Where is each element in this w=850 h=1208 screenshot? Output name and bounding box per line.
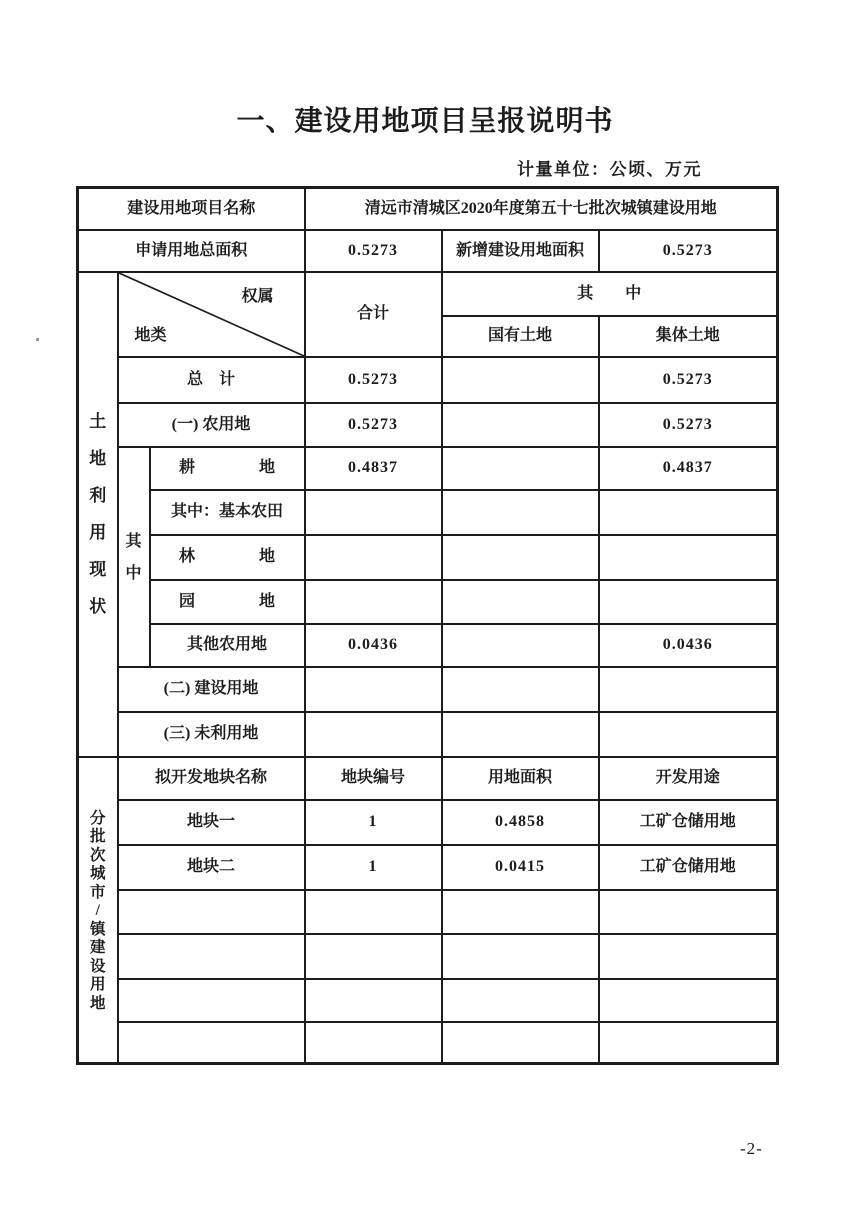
parcel-use: 工矿仓储用地 — [599, 845, 778, 890]
land-report-table — [76, 186, 779, 1065]
parcel-name — [118, 979, 305, 1022]
table-row — [78, 230, 778, 272]
row-total: 0.5273 — [305, 403, 442, 447]
parcel-use: 工矿仓储用地 — [599, 800, 778, 845]
parcel-area — [442, 890, 599, 934]
parcel-number: 1 — [305, 800, 442, 845]
row-collective: 0.4837 — [599, 447, 778, 490]
row-label: 其中：基本农田 — [150, 490, 305, 535]
row-total: 0.4837 — [305, 447, 442, 490]
col-header-total: 合计 — [305, 272, 442, 357]
row-collective — [599, 535, 778, 580]
col-header-collective-land: 集体土地 — [599, 316, 778, 357]
parcel-number — [305, 934, 442, 979]
parcel-area — [442, 979, 599, 1022]
row-state — [442, 624, 599, 667]
parcel-name: 地块二 — [118, 845, 305, 890]
table-row — [78, 580, 778, 624]
col-header-state-land: 国有土地 — [442, 316, 599, 357]
row-label: 耕 地 — [150, 447, 305, 490]
row-state — [442, 403, 599, 447]
row-collective — [599, 490, 778, 535]
diagonal-label-ownership: 权属 — [241, 287, 274, 305]
table-row — [78, 447, 778, 490]
parcel-use — [599, 979, 778, 1022]
row-state — [442, 357, 599, 403]
parcel-name — [118, 890, 305, 934]
row-label: 总 计 — [118, 357, 305, 403]
table-row — [78, 934, 778, 979]
table-row — [78, 624, 778, 667]
row-total: 0.5273 — [305, 357, 442, 403]
row-total — [305, 712, 442, 757]
col-header-breakdown: 其 中 — [442, 272, 778, 316]
section2-vertical-text: 分 批 次 城 市 / 镇 建 设 用 地 — [89, 809, 106, 1012]
table-row — [78, 712, 778, 757]
row-total — [305, 667, 442, 712]
parcel-name: 地块一 — [118, 800, 305, 845]
row-state — [442, 490, 599, 535]
section1-vertical-text: 土 地 利 用 现 状 — [89, 412, 107, 616]
parcel-number: 1 — [305, 845, 442, 890]
scan-artifact-dot — [36, 338, 39, 341]
table-row — [78, 757, 778, 800]
parcel-number — [305, 1022, 442, 1064]
row-total — [305, 535, 442, 580]
parcel-area — [442, 934, 599, 979]
col-header-parcel-area: 用地面积 — [442, 757, 599, 800]
parcel-use — [599, 1022, 778, 1064]
row-total: 0.0436 — [305, 624, 442, 667]
row-label: (二) 建设用地 — [118, 667, 305, 712]
new-area-label: 新增建设用地面积 — [442, 230, 599, 272]
row-collective — [599, 580, 778, 624]
new-area-value: 0.5273 — [599, 230, 778, 272]
unit-note: 计量单位：公顷、万元 — [517, 160, 702, 179]
col-header-parcel-use: 开发用途 — [599, 757, 778, 800]
row-total — [305, 580, 442, 624]
col-header-parcel-number: 地块编号 — [305, 757, 442, 800]
section2-vertical-label — [78, 757, 118, 1064]
page-title: 一、建设用地项目呈报说明书 — [236, 106, 614, 137]
table-row — [78, 845, 778, 890]
total-area-value: 0.5273 — [305, 230, 442, 272]
table-row — [78, 979, 778, 1022]
project-name-label: 建设用地项目名称 — [78, 188, 305, 230]
parcel-use — [599, 934, 778, 979]
row-collective — [599, 667, 778, 712]
row-label: 林 地 — [150, 535, 305, 580]
row-collective — [599, 712, 778, 757]
subgroup-vertical-text: 其 中 — [125, 532, 142, 582]
parcel-number — [305, 890, 442, 934]
parcel-number — [305, 979, 442, 1022]
row-state — [442, 535, 599, 580]
parcel-area — [442, 1022, 599, 1064]
col-header-parcel-name: 拟开发地块名称 — [118, 757, 305, 800]
row-collective: 0.0436 — [599, 624, 778, 667]
table-row — [78, 1022, 778, 1064]
parcel-name — [118, 1022, 305, 1064]
row-state — [442, 580, 599, 624]
row-label: (一) 农用地 — [118, 403, 305, 447]
subgroup-vertical-label — [118, 447, 150, 667]
row-state — [442, 712, 599, 757]
diagonal-label-landtype: 地类 — [134, 327, 167, 345]
diagonal-header-cell — [118, 272, 305, 357]
row-label: 其他农用地 — [150, 624, 305, 667]
total-area-label: 申请用地总面积 — [78, 230, 305, 272]
parcel-name — [118, 934, 305, 979]
parcel-area: 0.0415 — [442, 845, 599, 890]
project-name-value: 清远市清城区2020年度第五十七批次城镇建设用地 — [305, 188, 778, 230]
row-collective: 0.5273 — [599, 403, 778, 447]
table-row — [78, 357, 778, 403]
parcel-area: 0.4858 — [442, 800, 599, 845]
table-row — [78, 272, 778, 316]
table-row — [78, 800, 778, 845]
table-row — [78, 490, 778, 535]
table-row — [78, 667, 778, 712]
row-label: 园 地 — [150, 580, 305, 624]
table-row — [78, 890, 778, 934]
row-collective: 0.5273 — [599, 357, 778, 403]
page-number: -2- — [740, 1139, 763, 1158]
table-row — [78, 403, 778, 447]
row-state — [442, 447, 599, 490]
parcel-use — [599, 890, 778, 934]
table-row — [78, 535, 778, 580]
table-row — [78, 188, 778, 230]
row-state — [442, 667, 599, 712]
section1-vertical-label — [78, 272, 118, 757]
row-label: (三) 未利用地 — [118, 712, 305, 757]
row-total — [305, 490, 442, 535]
